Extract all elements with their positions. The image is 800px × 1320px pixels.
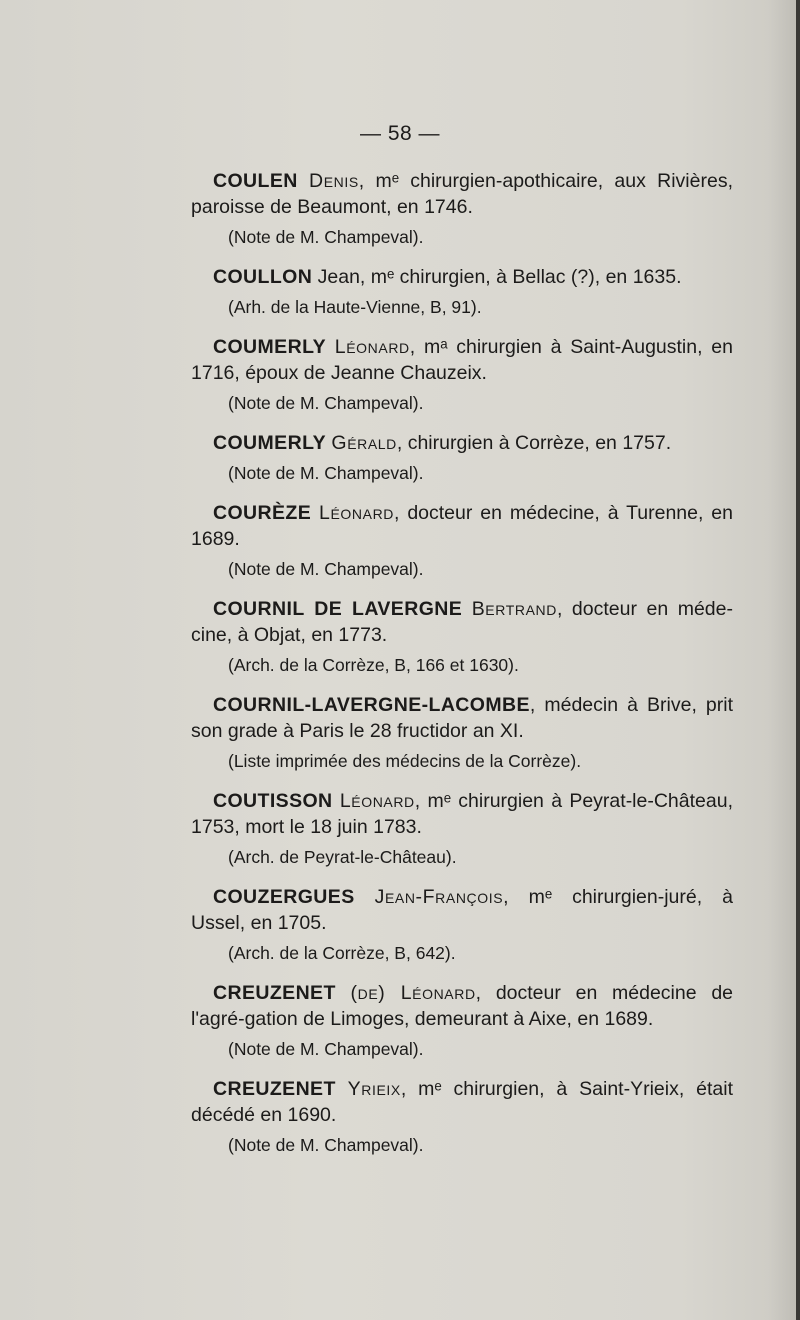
- entry-source: (Note de M. Champeval).: [228, 227, 424, 247]
- entry-source: (Arh. de la Haute-Vienne, B, 91).: [228, 297, 482, 317]
- entry-list: [191, 168, 733, 1172]
- entry-given-name: Jean-François: [374, 886, 504, 908]
- entry: [191, 596, 733, 678]
- entry-surname: COURNIL DE LAVERGNE: [213, 598, 463, 620]
- entry-source: (Note de M. Champeval).: [228, 559, 424, 579]
- entry-surname: CREUZENET: [213, 1078, 336, 1100]
- entry-source: (Arch. de la Corrèze, B, 642).: [228, 943, 456, 963]
- entry-surname: COURNIL-LAVERGNE-LACOMBE: [213, 694, 530, 716]
- entry-text: [191, 264, 733, 290]
- entry-surname: COUTISSON: [213, 790, 333, 812]
- entry-text: [191, 980, 733, 1032]
- entry: [191, 884, 733, 966]
- entry-description: , chirurgien à Corrèze, en 1757.: [396, 432, 672, 454]
- entry-source: (Note de M. Champeval).: [228, 393, 424, 413]
- entry-source: (Note de M. Champeval).: [228, 1135, 424, 1155]
- entry-text: [191, 430, 733, 456]
- entry: [191, 1076, 733, 1158]
- entry-description: , docteur en médecine, à Turenne, en 1689.: [191, 502, 733, 550]
- entry-surname: COULEN: [213, 170, 298, 192]
- entry-text: [191, 500, 733, 552]
- entry: [191, 430, 733, 486]
- entry-description: , docteur en méde-cine, à Objat, en 1773.: [191, 598, 733, 646]
- entry: [191, 980, 733, 1062]
- entry-text: [191, 334, 733, 386]
- entry-surname: COURÈZE: [213, 502, 312, 524]
- entry-description: , mᵉ chirurgien à Peyrat-le-Château, 1753, mort le 18 juin 1783.: [191, 790, 733, 838]
- entry: [191, 334, 733, 416]
- entry: [191, 264, 733, 320]
- entry-description: , mᵉ chirurgien-juré, à Ussel, en 1705.: [191, 886, 733, 934]
- entry-given-name: Léonard: [319, 502, 394, 524]
- entry-text: [191, 596, 733, 648]
- entry-text: [191, 884, 733, 936]
- entry-given-name: Denis: [309, 170, 359, 192]
- entry-text: [191, 1076, 733, 1128]
- entry-surname: COUMERLY: [213, 432, 326, 454]
- entry-surname: COULLON: [213, 266, 313, 288]
- entry-source: (Note de M. Champeval).: [228, 1039, 424, 1059]
- page-number: — 58 —: [359, 122, 441, 145]
- entry-text: [191, 692, 733, 744]
- entry-text: [191, 788, 733, 840]
- entry-description: , mᵉ chirurgien, à Saint-Yrieix, était décédé en 1690.: [191, 1078, 733, 1126]
- entry: [191, 788, 733, 870]
- entry-given-name: Bertrand: [471, 598, 557, 620]
- entry: [191, 692, 733, 774]
- entry-surname: COUZERGUES: [213, 886, 355, 908]
- entry-source: (Arch. de la Corrèze, B, 166 et 1630).: [228, 655, 519, 675]
- entry-description: , médecin à Brive, prit son grade à Paris le 28 fructidor an XI.: [191, 694, 733, 742]
- entry-description: , mᵉ chirurgien-apothicaire, aux Rivières, paroisse de Beaumont, en 1746.: [191, 170, 733, 218]
- entry-given-name: Yrieix: [347, 1078, 401, 1100]
- entry: [191, 168, 733, 250]
- page-edge: [796, 0, 800, 1320]
- entry-surname: COUMERLY: [213, 336, 326, 358]
- entry-description: , docteur en médecine de l'agré-gation de Limoges, demeurant à Aixe, en 1689.: [191, 982, 734, 1030]
- entry-source: (Arch. de Peyrat-le-Château).: [228, 847, 457, 867]
- entry: [191, 500, 733, 582]
- entry-given-name: Léonard: [334, 336, 410, 358]
- entry-description: Jean, mᵉ chirurgien, à Bellac (?), en 1635.: [312, 266, 682, 288]
- entry-text: [191, 168, 733, 220]
- entry-given-name: Léonard: [339, 790, 415, 812]
- entry-source: (Note de M. Champeval).: [228, 463, 424, 483]
- entry-surname: CREUZENET: [213, 982, 336, 1004]
- entry-description: , mᵃ chirurgien à Saint-Augustin, en 1716, époux de Jeanne Chauzeix.: [191, 336, 733, 384]
- entry-given-name: Gérald: [331, 432, 397, 454]
- entry-source: (Liste imprimée des médecins de la Corrèze).: [228, 751, 582, 771]
- entry-given-name: (de) Léonard: [350, 982, 476, 1004]
